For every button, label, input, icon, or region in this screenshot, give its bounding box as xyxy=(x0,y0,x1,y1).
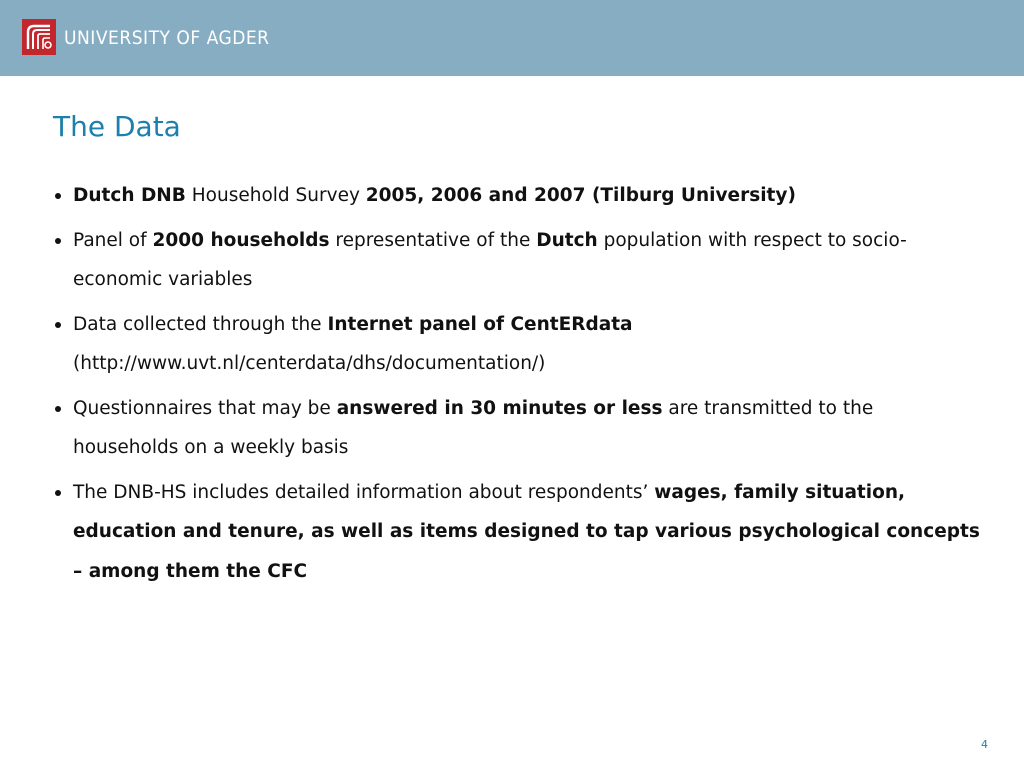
header-bar xyxy=(0,0,1024,76)
page-number: 4 xyxy=(981,738,988,751)
bullet-dot-icon xyxy=(55,406,61,412)
bullet-text: Questionnaires that may be xyxy=(73,397,337,419)
bullet-text: Household Survey xyxy=(185,185,366,206)
bullet-bold-text: 2005, 2006 and 2007 (Tilburg University) xyxy=(365,185,796,206)
bullet-bold-text: answered in 30 minutes or less xyxy=(336,397,663,419)
bullet-item xyxy=(53,305,983,384)
bullet-item xyxy=(53,473,983,592)
bullet-bold-text: Dutch DNB xyxy=(73,185,186,206)
bullet-item xyxy=(53,389,983,468)
bullet-bold-text: 2000 households xyxy=(152,229,330,251)
bullet-text: Panel of xyxy=(73,229,153,251)
bullet-item xyxy=(53,221,983,300)
brand-name: UNIVERSITY OF AGDER xyxy=(64,27,270,49)
bullet-bold-text: wages, family situation, education and tenure, as well as items designed to tap various psychological concepts – among them the CFC xyxy=(73,481,980,582)
bullet-text: population with respect to socio-economic variables xyxy=(73,229,907,290)
bullet-text: are transmitted to the households on a weekly basis xyxy=(73,397,874,458)
bullet-text: (http://www.uvt.nl/centerdata/dhs/documentation/) xyxy=(73,353,546,374)
university-logo-icon xyxy=(22,19,56,55)
bullet-text: representative of the xyxy=(329,229,537,251)
bullet-dot-icon xyxy=(55,322,61,328)
bullet-text: Data collected through the xyxy=(73,313,328,335)
slide-title: The Data xyxy=(53,110,181,143)
bullet-item xyxy=(53,176,983,216)
bullet-bold-text: Internet panel of CentERdata xyxy=(327,313,633,335)
bullet-dot-icon xyxy=(55,193,61,199)
bullet-list xyxy=(53,176,983,596)
bullet-text: The DNB-HS includes detailed information about respondents’ xyxy=(73,481,655,503)
bullet-bold-text: Dutch xyxy=(536,229,598,251)
bullet-dot-icon xyxy=(55,238,61,244)
bullet-dot-icon xyxy=(55,490,61,496)
